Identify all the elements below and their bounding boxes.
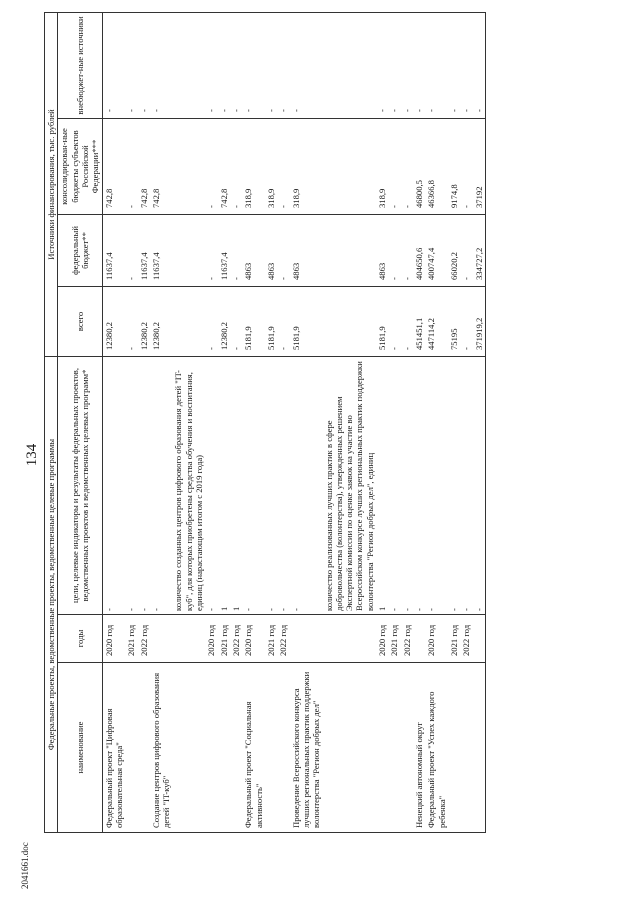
row-federal: - [401,214,413,286]
row-federal: 404650,6 [413,214,425,286]
table-row [388,12,400,832]
row-federal: 400747,4 [425,214,448,286]
row-year: 2022 год [277,615,289,663]
row-regional: 46366,8 [425,118,448,214]
table-row [205,12,217,832]
row-name [376,663,388,833]
table-row [277,12,289,832]
row-name [265,663,277,833]
table-row [425,12,448,832]
row-name [401,663,413,833]
row-offbudget [323,12,377,118]
row-goal: - [102,356,125,614]
table-row [376,12,388,832]
row-offbudget [172,12,205,118]
row-goal: количество реализованных лучших практик в сфере добровольчества (волонтерства), утвержденных решением Экспертной комиссии по оценке заявок на участие во Всероссийском конкурсе лучших региональных практик поддержки волонтерства "Регион добрых дел", единиц [323,356,377,614]
row-name [277,663,289,833]
row-regional: 742,8 [138,118,150,214]
row-federal: 4863 [242,214,265,286]
row-federal: 4863 [290,214,323,286]
row-total: 5181,9 [242,286,265,356]
row-goal: - [413,356,425,614]
row-goal: 1 [376,356,388,614]
row-total: - [388,286,400,356]
row-goal: - [448,356,460,614]
table-row [413,12,425,832]
row-total [172,286,205,356]
row-total: - [460,286,472,356]
row-name: Федеральный проект "Успех каждого ребенка" [425,663,448,833]
row-name [125,663,137,833]
row-federal: 11637,4 [102,214,125,286]
row-regional: 37192 [473,118,486,214]
column-header-regional: консолидирован-ные бюджеты субъектов Российской Федерации*** [58,118,102,214]
row-total: - [277,286,289,356]
table-row [230,12,242,832]
row-regional: 9174,8 [448,118,460,214]
table-row [473,12,486,832]
row-total: 12380,2 [138,286,150,356]
row-regional: 318,9 [242,118,265,214]
row-federal: - [460,214,472,286]
row-goal: - [388,356,400,614]
row-offbudget: - [376,12,388,118]
row-total: 5181,9 [376,286,388,356]
file-name: 2041661.doc [20,842,30,889]
row-regional: - [401,118,413,214]
row-offbudget: - [218,12,230,118]
row-name [230,663,242,833]
row-goal: - [473,356,486,614]
row-name [138,663,150,833]
row-federal: 4863 [376,214,388,286]
row-name [460,663,472,833]
row-goal: количество созданных центров цифрового образования детей "IT-куб", для которых приобретены средства обучения и воспитания, единиц (нарастающим итогом с 2019 года) [172,356,205,614]
row-name [205,663,217,833]
row-regional: 46800,5 [413,118,425,214]
row-name: Федеральный проект "Социальная активность" [242,663,265,833]
row-offbudget: - [473,12,486,118]
row-offbudget: - [205,12,217,118]
row-federal: - [205,214,217,286]
row-name [323,663,377,833]
row-name [388,663,400,833]
row-regional: 318,9 [376,118,388,214]
row-total: - [230,286,242,356]
row-goal: - [460,356,472,614]
table-row [150,12,173,832]
row-year: 2021 год [388,615,400,663]
row-offbudget: - [230,12,242,118]
row-offbudget: - [388,12,400,118]
row-total: 5181,9 [265,286,277,356]
row-year: 2020 год [376,615,388,663]
row-year: 2022 год [401,615,413,663]
row-offbudget: - [448,12,460,118]
row-year: 2021 год [218,615,230,663]
row-total: - [125,286,137,356]
table-row [125,12,137,832]
row-regional: 318,9 [265,118,277,214]
row-year: 2020 год [102,615,125,663]
table-row [448,12,460,832]
row-offbudget: - [460,12,472,118]
row-year: 2020 год [242,615,265,663]
row-year: 2022 год [138,615,150,663]
table-row [242,12,265,832]
row-total: 447114,2 [425,286,448,356]
table-row [138,12,150,832]
row-goal: - [401,356,413,614]
row-name [218,663,230,833]
row-offbudget: - [150,12,173,118]
row-offbudget: - [242,12,265,118]
row-federal [172,214,205,286]
row-offbudget: - [265,12,277,118]
table-row [265,12,277,832]
column-header-total: всего [58,286,102,356]
row-offbudget: - [125,12,137,118]
row-year [172,615,205,663]
row-total: - [205,286,217,356]
row-federal: - [230,214,242,286]
row-federal: - [125,214,137,286]
row-total: 371919,2 [473,286,486,356]
row-regional: 742,8 [102,118,125,214]
row-goal: 1 [218,356,230,614]
row-regional: - [460,118,472,214]
row-federal: 11637,4 [218,214,230,286]
row-goal: 1 [230,356,242,614]
table-row [172,12,205,832]
table-row [102,12,125,832]
row-federal: 11637,4 [150,214,173,286]
row-offbudget: - [425,12,448,118]
row-year [323,615,377,663]
row-regional: - [125,118,137,214]
row-year: 2021 год [265,615,277,663]
column-header-goals: цели, целевые индикаторы и результаты федеральных проектов, ведомственных проектов и ведомственных целевых программ* [58,356,102,614]
row-total: 12380,2 [218,286,230,356]
row-offbudget: - [102,12,125,118]
table-row [290,12,323,832]
page-number: 134 [24,443,40,467]
row-name: Федеральный проект "Цифровая образовательная среда" [102,663,125,833]
row-total: 12380,2 [102,286,125,356]
row-goal: - [205,356,217,614]
row-name: Ненецкий автономный округ [413,663,425,833]
row-federal: 4863 [265,214,277,286]
row-regional: 742,8 [218,118,230,214]
row-name [448,663,460,833]
financing-table [44,12,486,833]
table-row [323,12,377,832]
row-goal: - [277,356,289,614]
row-regional: 742,8 [150,118,173,214]
row-goal: - [242,356,265,614]
group-header-projects: Федеральные проекты, ведомственные проекты, ведомственные целевые программы [45,356,58,832]
row-total: 5181,9 [290,286,323,356]
row-year: 2021 год [125,615,137,663]
column-header-years: годы [58,615,102,663]
row-year: 2022 год [460,615,472,663]
row-federal [323,214,377,286]
column-header-offbudget: внебюджет-ные источники [58,12,102,118]
row-offbudget: - [401,12,413,118]
row-offbudget: - [277,12,289,118]
row-offbudget: - [413,12,425,118]
row-year [473,615,486,663]
row-regional: - [277,118,289,214]
row-goal: - [290,356,323,614]
column-header-name: наименование [58,663,102,833]
row-year: 2020 год [425,615,448,663]
row-federal: 11637,4 [138,214,150,286]
row-total: - [401,286,413,356]
row-federal: 66020,2 [448,214,460,286]
group-header-financing: Источники финансирования, тыс. рублей [45,12,58,356]
row-year [413,615,425,663]
row-offbudget: - [138,12,150,118]
row-goal: - [138,356,150,614]
row-total: 451451,1 [413,286,425,356]
row-regional: - [230,118,242,214]
row-regional: - [205,118,217,214]
row-goal: - [150,356,173,614]
row-year: 2020 год [205,615,217,663]
row-federal: - [277,214,289,286]
row-name: Проведение Всероссийского конкурса лучших региональных практик поддержки волонтерства "Регион добрых дел" [290,663,323,833]
row-total [323,286,377,356]
table-body [102,12,485,832]
row-year: 2022 год [230,615,242,663]
row-name: Создание центров цифрового образования детей "IT-куб" [150,663,173,833]
row-year [290,615,323,663]
row-offbudget: - [290,12,323,118]
table-row [401,12,413,832]
row-year [150,615,173,663]
row-total: 75195 [448,286,460,356]
row-year: 2021 год [448,615,460,663]
row-goal: - [125,356,137,614]
row-federal: 334727,2 [473,214,486,286]
row-total: 12380,2 [150,286,173,356]
row-regional: - [388,118,400,214]
row-goal: - [425,356,448,614]
row-federal: - [388,214,400,286]
row-regional [172,118,205,214]
table-row [218,12,230,832]
row-goal: - [265,356,277,614]
column-header-federal: федеральный бюджет** [58,214,102,286]
row-name [473,663,486,833]
row-regional [323,118,377,214]
table-row [460,12,472,832]
row-name [172,663,205,833]
row-regional: 318,9 [290,118,323,214]
